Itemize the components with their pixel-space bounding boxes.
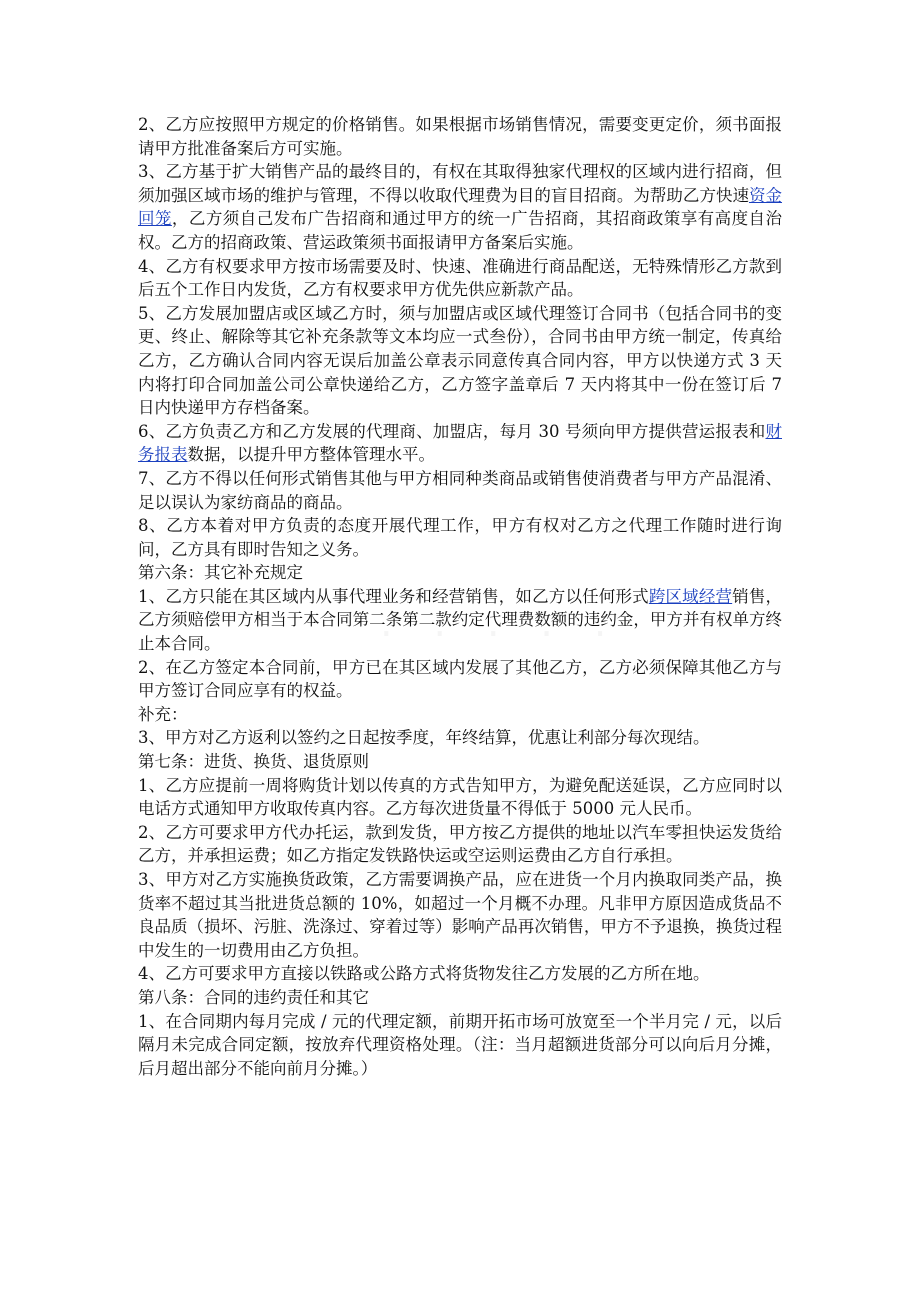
paragraph-text: 数据，以提升甲方整体管理水平。 <box>187 445 435 465</box>
inline-link[interactable]: 财务报表 <box>138 421 782 465</box>
paragraph <box>138 1010 782 1081</box>
paragraph <box>138 656 782 703</box>
paragraph <box>138 986 782 1010</box>
paragraph <box>138 962 782 986</box>
paragraph-text: 7、乙方不得以任何形式销售其他与甲方相同种类商品或销售使消费者与甲方产品混淆、足以误认为家纺商品的商品。 <box>138 468 782 512</box>
paragraph-text: 3、乙方基于扩大销售产品的最终目的，有权在其取得独家代理权的区域内进行招商，但须加强区域市场的维护与管理，不得以收取代理费为目的盲目招商。为帮助乙方快速 <box>138 162 782 205</box>
paragraph-text: 3、甲方对乙方返利以签约之日起按季度，年终结算，优惠让利部分每次现结。 <box>138 728 710 748</box>
paragraph <box>138 868 782 962</box>
paragraph <box>138 467 782 514</box>
paragraph-text: 1、乙方只能在其区域内从事代理业务和经营销售，如乙方以任何形式 <box>138 586 649 606</box>
inline-link[interactable]: 资金回笼 <box>138 185 783 229</box>
paragraph-text: 第七条：进货、换货、退货原则 <box>138 752 369 772</box>
paragraph <box>138 585 782 656</box>
paragraph-text: 2、在乙方签定本合同前，甲方已在其区域内发展了其他乙方，乙方必须保障其他乙方与甲方签订合同应享有的权益。 <box>138 657 782 701</box>
paragraph-text: 6、乙方负责乙方和乙方发展的代理商、加盟店，每月 30 号须向甲方提供营运报表和 <box>138 421 766 441</box>
paragraph <box>138 703 782 727</box>
document-body <box>138 113 782 1080</box>
paragraph-text: 5、乙方发展加盟店或区域乙方时，须与加盟店或区域代理签订合同书（包括合同书的变更、终止、解除等其它补充条款等文本均应一式叁份），合同书由甲方统一制定，传真给乙方，乙方确认合同内容无误后加盖公章表示同意传真合同内容，甲方以快递方式 3 天内将打印合同加盖公司公章快递给乙方，乙方签字盖章后 7 天内将其中一份在签订后 7 日内快递甲方存档备案。 <box>138 303 782 418</box>
paragraph <box>138 420 782 467</box>
paragraph <box>138 561 782 585</box>
paragraph <box>138 302 782 420</box>
paragraph-text: 1、在合同期内每月完成 / 元的代理定额，前期开拓市场可放宽至一个半月完 / 元，以后隔月未完成合同定额，按放弃代理资格处理。（注：当月超额进货部分可以向后月分摊，后月超出部分不能向前月分摊。） <box>138 1011 782 1078</box>
paragraph-text: 2、乙方应按照甲方规定的价格销售。如果根据市场销售情况，需要变更定价，须书面报请甲方批准备案后方可实施。 <box>138 115 782 158</box>
paragraph-text: 第八条：合同的违约责任和其它 <box>138 987 369 1007</box>
paragraph <box>138 821 782 868</box>
paragraph-text: 销售，乙方须赔偿甲方相当于本合同第二条第二款约定代理费数额的违约金，甲方并有权单方终止本合同。 <box>138 586 783 654</box>
paragraph-text: ，乙方须自己发布广告招商和通过甲方的统一广告招商，其招商政策享有高度自治权。乙方的招商政策、营运政策须书面报请甲方备案后实施。 <box>138 209 783 252</box>
inline-link[interactable]: 跨区域经营 <box>648 586 733 606</box>
paragraph <box>138 750 782 774</box>
paragraph <box>138 774 782 821</box>
paragraph <box>138 514 782 561</box>
paragraph-text: 4、乙方有权要求甲方按市场需要及时、快速、准确进行商品配送，无特殊情形乙方款到后五个工作日内发货，乙方有权要求甲方优先供应新款产品。 <box>138 256 782 300</box>
paragraph <box>138 113 782 160</box>
paragraph-text: 8、乙方本着对甲方负责的态度开展代理工作，甲方有权对乙方之代理工作随时进行询问，乙方具有即时告知之义务。 <box>138 516 782 559</box>
paragraph <box>138 160 782 254</box>
paragraph-text: 第六条：其它补充规定 <box>138 563 303 583</box>
paragraph <box>138 255 782 302</box>
paragraph-text: 3、甲方对乙方实施换货政策，乙方需要调换产品，应在进货一个月内换取同类产品，换货率不超过其当批进货总额的 10%，如超过一个月概不办理。凡非甲方原因造成货品不良品质（损坏、污脏、洗涤过、穿着过等）影响产品再次销售，甲方不予退换，换货过程中发生的一切费用由乙方负担。 <box>138 870 782 960</box>
paragraph-text: 2、乙方可要求甲方代办托运，款到发货，甲方按乙方提供的地址以汽车零担快运发货给乙方，并承担运费；如乙方指定发铁路快运或空运则运费由乙方自行承担。 <box>138 822 782 866</box>
paragraph-text: 补充： <box>138 704 188 724</box>
paragraph <box>138 726 782 750</box>
paragraph-text: 4、乙方可要求甲方直接以铁路或公路方式将货物发往乙方发展的乙方所在地。 <box>138 964 710 984</box>
paragraph-text: 1、乙方应提前一周将购货计划以传真的方式告知甲方，为避免配送延误，乙方应同时以电话方式通知甲方收取传真内容。乙方每次进货量不得低于 5000 元人民币。 <box>138 775 782 819</box>
